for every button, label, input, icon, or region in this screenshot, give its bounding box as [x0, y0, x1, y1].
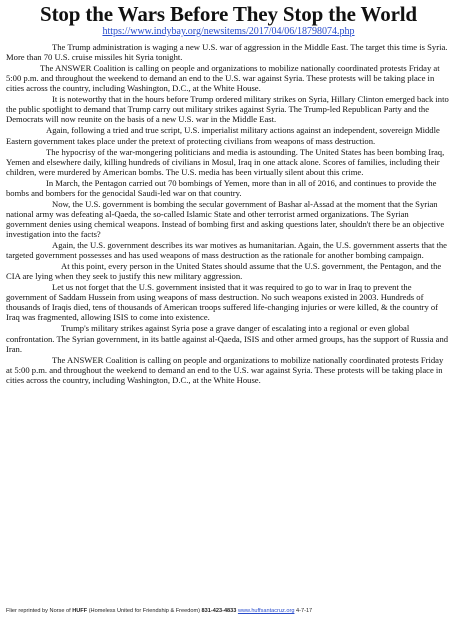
flier-body [6, 42, 451, 385]
footer-phone: 831-423-4833 [201, 608, 237, 614]
footer-org-acronym: HUFF [72, 608, 88, 614]
body-paragraph: Again, the U.S. government describes its war motives as humanitarian. Again, the U.S. government asserts that the targeted government possesses and has used weapons of mass destruction as the rationale for another bombing campaign. [6, 240, 447, 261]
body-paragraph: The hypocrisy of the war-mongering politicians and media is astounding. The United States has been bombing Iraq, Yemen and elsewhere daily, killing hundreds of civilians in Mosul, Iraq in one attack alone. Scores of families, including their children, were murdered by American bombs. The U.S. media has been virtually silent about this crime. [6, 146, 445, 177]
footer-date: 4-7-17 [296, 608, 313, 614]
flier-title: Stop the Wars Before They Stop the World [40, 2, 417, 26]
footer-website-link[interactable]: www.huffsantacruz.org [237, 608, 295, 614]
footer-org-name: (Homeless United for Friendship & Freedom) [87, 608, 202, 614]
body-paragraph: The Trump administration is waging a new U.S. war of aggression in the Middle East. The target this time is Syria. More than 70 U.S. cruise missiles hit Syria tonight. [6, 42, 448, 63]
source-url-link[interactable]: https://www.indybay.org/newsitems/2017/04/06/18798074.php [102, 26, 355, 37]
flier-footer [6, 607, 453, 615]
body-paragraph: It is noteworthy that in the hours before Trump ordered military strikes on Syria, Hillary Clinton emerged back into the public spotlight to demand that Trump carry out military strikes against Syria. The Trump-led Republican Party and the Democrats will now reunite on the basis of a new U.S. war in the Middle East. [6, 94, 449, 125]
footer-prefix: Flier reprinted by Norse of [6, 608, 73, 614]
body-paragraph: In March, the Pentagon carried out 70 bombings of Yemen, more than in all of 2016, and continues to provide the bombs and bombers for the genocidal Saudi-led war on that country. [6, 177, 437, 198]
body-paragraph: The ANSWER Coalition is calling on people and organizations to mobilize nationally coordinated protests Friday at 5:00 p.m. and throughout the weekend to demand an end to the U.S. war against Syria. These protests will be taking place in cities across the country, including Washington, D.C., at the White House. [6, 63, 440, 94]
body-paragraph: Again, following a tried and true script, U.S. imperialist military actions against an independent, sovereign Middle Eastern government takes place under the pretext of protecting civilians from weapons of mass destruction. [6, 125, 440, 146]
body-paragraph: Let us not forget that the U.S. government insisted that it was required to go to war in Iraq to prevent the government of Saddam Hussein from using weapons of mass destruction. No such weapons existed in 2003. Hundreds of thousands of Iraqis died, tens of thousands of American troops suffered life-changing injuries or were killed, & the country of Iraq was fragmented, allowing ISIS to come into existence. [6, 282, 439, 323]
body-paragraph: Now, the U.S. government is bombing the secular government of Bashar al-Assad at the moment that the Syrian national army was defeating al-Qaeda, the so-called Islamic State and other terrorist armed organizations. The Syrian government denies using chemical weapons. Instead of bombing first and asking questions later, shouldn't there be an objective investigation into the facts? [6, 198, 445, 240]
body-paragraph: Trump's military strikes against Syria pose a grave danger of escalating into a regional or even global confrontation. The Syrian government, in its battle against al-Qaeda, ISIS and other armed groups, has the support of Russia and Iran. [6, 323, 449, 354]
body-paragraph: The ANSWER Coalition is calling on people and organizations to mobilize nationally coordinated protests Friday at 5:00 p.m. and throughout the weekend to demand an end to the U.S. war against Syria. These protests will be taking place in cities across the country, including Washington, D.C., at the White House. [6, 354, 444, 385]
body-paragraph: At this point, every person in the United States should assume that the U.S. government, the Pentagon, and the CIA are lying when they seek to justify this new military aggression. [6, 261, 442, 282]
